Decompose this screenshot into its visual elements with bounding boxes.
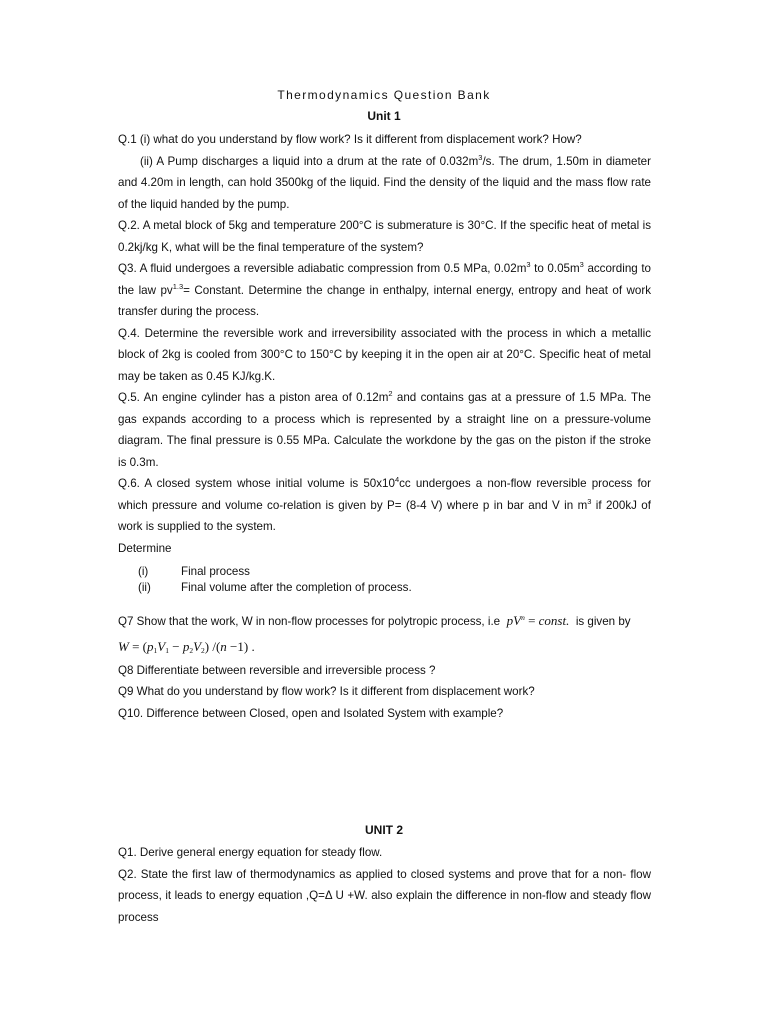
q6: Q.6. A closed system whose initial volume is $50x10^4cc$ undergoes a non-flow reversible process for which pressure and volume co-relation is given by P= (8-4 V) where p in bar and V in $m^3$ if 200kJ of work is supplied to the system.: [118, 475, 651, 533]
document-title: Thermodynamics Question Bank: [277, 88, 491, 102]
q6-determine-list: [138, 564, 412, 596]
unit2-questions: [118, 842, 651, 928]
q7-to-q10: [118, 610, 651, 724]
q3: Q3. A fluid undergoes a reversible adiabatic compression from 0.5 MPa, $0.02m^3$ to $0.05m^3$ according to the law $pv^{1.3}=$ Constant. Determine the change in enthalpy, internal energy, entropy and heat of work transfer during the process.: [118, 260, 652, 318]
polytropic-formula: $pV^n$ = const.: [506, 613, 570, 628]
unit2-q2: Q2. State the first law of thermodynamics as applied to closed systems and prove that for a non- flow process, it leads to energy equation ,Q=Δ U +W. also explain the difference in non-flow and steady flow process: [118, 867, 651, 924]
q7: Q7 Show that the work, W in non-flow processes for polytropic process, i.e $pV^n$ = const. is given by: [118, 613, 631, 628]
q4: Q.4. Determine the reversible work and irreversibility associated with the process in which a metallic block of 2kg is cooled from 300°C to 150°C by keeping it in the open air at 20°C. Specific heat of metal may be taken as 0.45 KJ/kg.K.: [118, 326, 651, 383]
unit2-q1: Q1. Derive general energy equation for steady flow.: [118, 846, 383, 859]
list-item: (i) Final process: [138, 565, 250, 578]
q6-determine: Determine: [118, 541, 172, 555]
q10: Q10. Difference between Closed, open and Isolated System with example?: [118, 706, 504, 720]
q1-part1: Q.1 (i) what do you understand by flow work? Is it different from displacement work? How?: [118, 133, 582, 146]
unit2-heading: UNIT 2: [364, 823, 403, 837]
work-formula: $W = (p_1V_1 - p_2V_2)$ /(n −1) .: [118, 638, 255, 655]
list-item: (ii) Final volume after the completion of process.: [138, 581, 412, 594]
q1-part2: (ii) A Pump discharges a liquid into a drum at the rate of $0.032m^3/s$. The drum, 1.50m in diameter and 4.20m in length, can hold 3500kg of the liquid. Find the density of the liquid and the mass flow rate of the liquid handed by the pump.: [118, 152, 651, 211]
q9: Q9 What do you understand by flow work? Is it different from displacement work?: [118, 685, 535, 698]
unit1-questions: [118, 129, 651, 559]
unit1-heading: Unit 1: [367, 109, 401, 123]
q2: Q.2. A metal block of 5kg and temperature 200°C is submerature is 30°C. If the specific heat of metal is 0.2kj/kg K, what will be the final temperature of the system?: [118, 219, 651, 254]
q5: Q.5. An engine cylinder has a piston area of $0.12m^2$ and contains gas at a pressure of 1.5 MPa. The gas expands according to a process which is represented by a straight line on a pressure-volume diagram. The final pressure is 0.55 MPa. Calculate the workdone by the gas on the piston if the stroke is 0.3m.: [118, 389, 651, 469]
q8: Q8 Differentiate between reversible and irreversible process ?: [118, 663, 436, 677]
